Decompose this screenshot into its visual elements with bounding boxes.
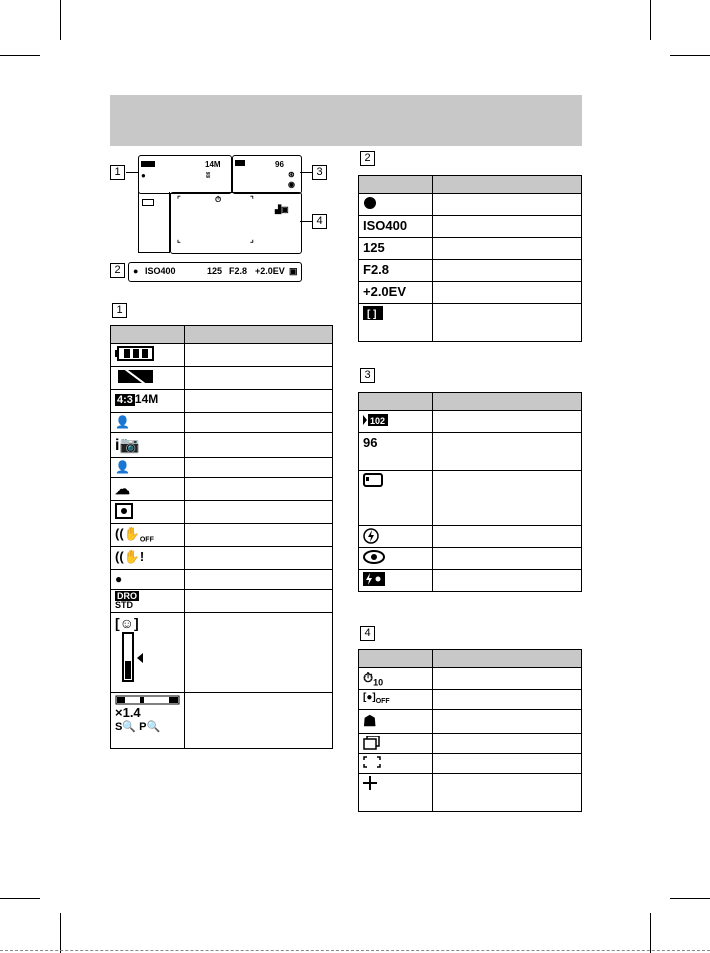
strip-iso: ISO400 <box>145 266 176 276</box>
battery-empty-icon <box>111 367 185 390</box>
folder-icon <box>235 160 245 166</box>
shake-warning-icon: ((✋! <box>111 547 185 570</box>
iso-value: ISO400 <box>359 216 433 238</box>
count-mini: 96 <box>275 160 284 169</box>
spot-metering-icon <box>111 501 185 524</box>
image-size-mini: 14M <box>205 160 221 169</box>
folder-icon <box>359 411 433 433</box>
panel-4 <box>170 192 302 254</box>
dro-icon: DRO STD <box>111 590 185 613</box>
af-frame-icon <box>359 754 433 774</box>
battery-icon <box>111 344 185 367</box>
callout-line <box>300 221 312 222</box>
stabilizer-icon: ʬ <box>206 171 211 180</box>
remaining-count: 96 <box>359 433 433 471</box>
crop-mark <box>650 0 651 40</box>
image-size-icon: 4:3 14M <box>111 390 185 413</box>
crop-mark <box>670 898 710 899</box>
red-eye-icon <box>359 548 433 570</box>
svg-text:102: 102 <box>370 416 386 426</box>
battery-icon <box>141 161 155 167</box>
dro-mini <box>142 199 154 206</box>
section-title-3: 3 <box>360 367 375 383</box>
metering-mini-icon: ▣ <box>289 266 298 276</box>
table-4 <box>358 649 582 812</box>
dotted-edge <box>0 950 710 951</box>
landscape-scene-icon: ☁ <box>111 478 185 501</box>
strip-aperture: F2.8 <box>229 266 248 276</box>
frame-icon: ⌟ <box>250 235 254 244</box>
callout-2: 2 <box>110 263 125 278</box>
crosshair-icon <box>359 774 433 812</box>
strip-speed: 125 <box>207 266 223 276</box>
callout-1: 1 <box>110 165 125 180</box>
crop-mark <box>670 55 710 56</box>
crop-mark <box>0 55 40 56</box>
section-title-4: 4 <box>360 625 375 641</box>
internal-memory-icon <box>359 471 433 526</box>
callout-4: 4 <box>312 214 327 229</box>
ev-value: +2.0EV <box>359 282 433 304</box>
header-banner <box>110 95 582 146</box>
shutter-value: 125 <box>359 238 433 260</box>
flash-icon: ⊛ <box>288 170 295 179</box>
person-scene-icon: 👤 <box>111 458 185 478</box>
burst-icon: ▟▣ <box>275 205 289 214</box>
section-title-2: 2 <box>360 150 375 166</box>
burst-icon <box>359 734 433 754</box>
strip-ev: +2.0EV <box>255 266 285 276</box>
crop-mark <box>60 0 61 40</box>
aspect-ratio-icon: 4:3 <box>117 394 133 406</box>
stabilizer-off-icon: (($✋_{OFF}$ <box>111 524 185 547</box>
smile-shutter-off-icon: $[●]_{OFF}$ <box>359 690 433 710</box>
frame-icon: ⌝ <box>250 195 254 204</box>
frame-icon: ⌜ <box>177 195 181 204</box>
zoom-icon: ×1.4 S🔍 P🔍 <box>111 693 185 749</box>
smile-icon: ● <box>111 570 185 590</box>
callout-3: 3 <box>312 165 327 180</box>
af-area-icon <box>359 304 433 342</box>
callout-line <box>126 172 138 173</box>
table-2 <box>358 175 582 342</box>
self-timer-icon: $⏱_{10}$ <box>359 668 433 690</box>
eye-icon: ◉ <box>288 180 295 189</box>
crop-mark <box>650 913 651 953</box>
timer-icon: ⏱ <box>215 195 222 204</box>
scene-icon: ● <box>141 171 146 180</box>
svg-text:[ ]: [ ] <box>367 309 377 320</box>
portrait-scene-icon: 👤 <box>111 413 185 433</box>
table-3 <box>358 392 582 592</box>
section-title-1: 1 <box>112 302 127 318</box>
intelligent-auto-icon: i📷 <box>111 433 185 458</box>
flash-charge-icon <box>359 570 433 592</box>
crop-mark <box>0 898 40 899</box>
callout-line <box>300 172 312 173</box>
smile-sensitivity-icon: [☺] <box>111 613 185 693</box>
record-dot-icon <box>359 194 433 216</box>
scene-recognition-icon: ☗ <box>359 710 433 734</box>
aperture-value: F2.8 <box>359 260 433 282</box>
frame-icon: ⌞ <box>177 235 181 244</box>
crop-mark <box>60 913 61 953</box>
bottom-strip <box>128 262 302 282</box>
flash-off-icon <box>359 526 433 548</box>
record-icon: ● <box>133 266 139 276</box>
table-1 <box>110 325 333 749</box>
